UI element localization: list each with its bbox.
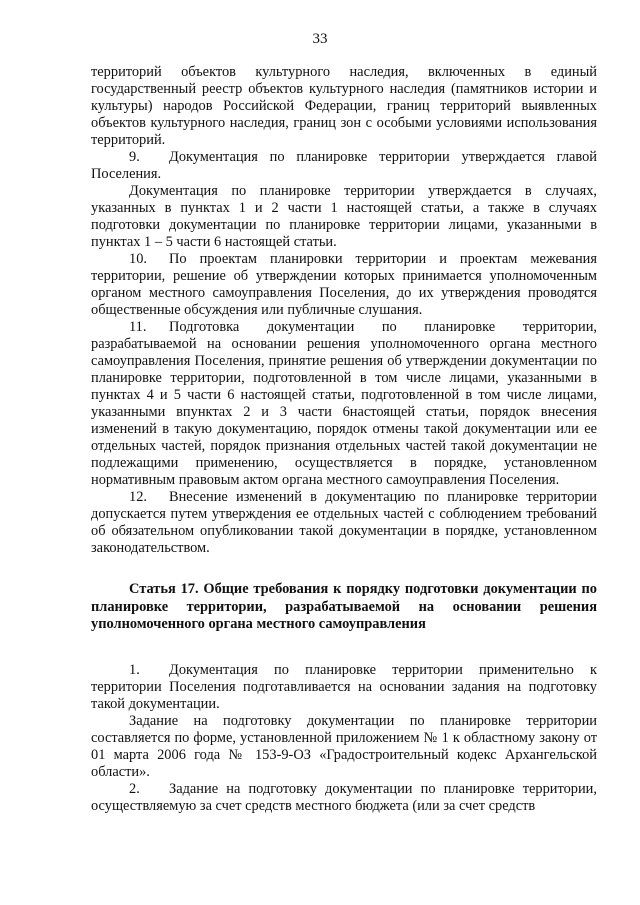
paragraph-number: 11. xyxy=(129,319,147,335)
paragraph-number: 12. xyxy=(129,489,147,505)
paragraph-text: Задание на подготовку документации по планировке территории составляется по форме, установленной приложением № 1 к областному закону от 01 марта 2006 года № 153-9-ОЗ «Градостроительный кодекс Архангельской области». xyxy=(91,712,597,780)
paragraph-text: Подготовка документации по планировке территории, разрабатываемой на основании решения уполномоченного органа местного самоуправления Поселения, принятие решения об утверждении документации по планировке территории, подготовленной в том числе лицами, указанными в пунктах 4 и 5 части 6 настоящей статьи, подготовленной в том числе лицами, указанными впунктах 2 и 3 части 6настоящей статьи, порядок внесения изменений в такую документацию, порядок отмены такой документации или ее отдельных частей, порядок признания отдельных частей такой документации не подлежащими применению, осуществляется в порядке, установленном нормативным правовым актом органа местного самоуправления Поселения. xyxy=(91,319,597,488)
paragraph-1 xyxy=(91,662,597,713)
paragraph-continuation xyxy=(91,64,597,149)
paragraph-10 xyxy=(91,251,597,319)
paragraph-11 xyxy=(91,319,597,489)
paragraph-text: Документация по планировке территории применительно к территории Поселения подготавливается на основании задания на подготовку такой документации. xyxy=(91,661,597,712)
paragraph-text: Документация по планировке территории утверждается главой Поселения. xyxy=(91,149,597,182)
paragraph-9 xyxy=(91,149,597,183)
paragraph-number: 2. xyxy=(129,780,140,797)
paragraph-number: 9. xyxy=(129,149,140,165)
paragraph-text: Документация по планировке территории утверждается в случаях, указанных в пунктах 1 и 2 части 1 настоящей статьи, а также в случаях подготовки документации по планировке территории лицами, указанными в пунктах 1 – 5 части 6 настоящей статьи. xyxy=(91,183,597,250)
paragraph-text: Задание на подготовку документации по планировке территории, осуществляемую за счет средств местного бюджета (или за счет средств xyxy=(91,780,597,814)
paragraph-9-continued xyxy=(91,183,597,251)
document-body xyxy=(91,64,597,815)
paragraph-text: территорий объектов культурного наследия, включенных в единый государственный реестр объектов культурного наследия (памятников истории и культуры) народов Российской Федерации, границ территорий выявленных объектов культурного наследия, границ зон с особыми условиями использования территорий. xyxy=(91,64,597,148)
paragraph-text: Внесение изменений в документацию по планировке территории допускается путем утверждения ее отдельных частей с соблюдением требований об обязательном опубликовании такой документации в порядке, установленном законодательством. xyxy=(91,489,597,556)
paragraph-1-continued xyxy=(91,713,597,781)
article-heading: Статья 17. Общие требования к порядку подготовки документации по планировке территории, разрабатываемой на основании решения уполномоченного органа местного самоуправления xyxy=(91,581,597,632)
paragraph-text: По проектам планировки территории и проектам межевания территории, решение об утверждении которых принимается уполномоченным органом местного самоуправления Поселения, до их утверждения проводятся общественные обсуждения или публичные слушания. xyxy=(91,251,597,318)
paragraph-2 xyxy=(91,781,597,815)
paragraph-number: 1. xyxy=(129,661,140,678)
paragraph-12 xyxy=(91,489,597,557)
paragraph-number: 10. xyxy=(129,251,147,267)
page-number: 33 xyxy=(312,31,328,47)
